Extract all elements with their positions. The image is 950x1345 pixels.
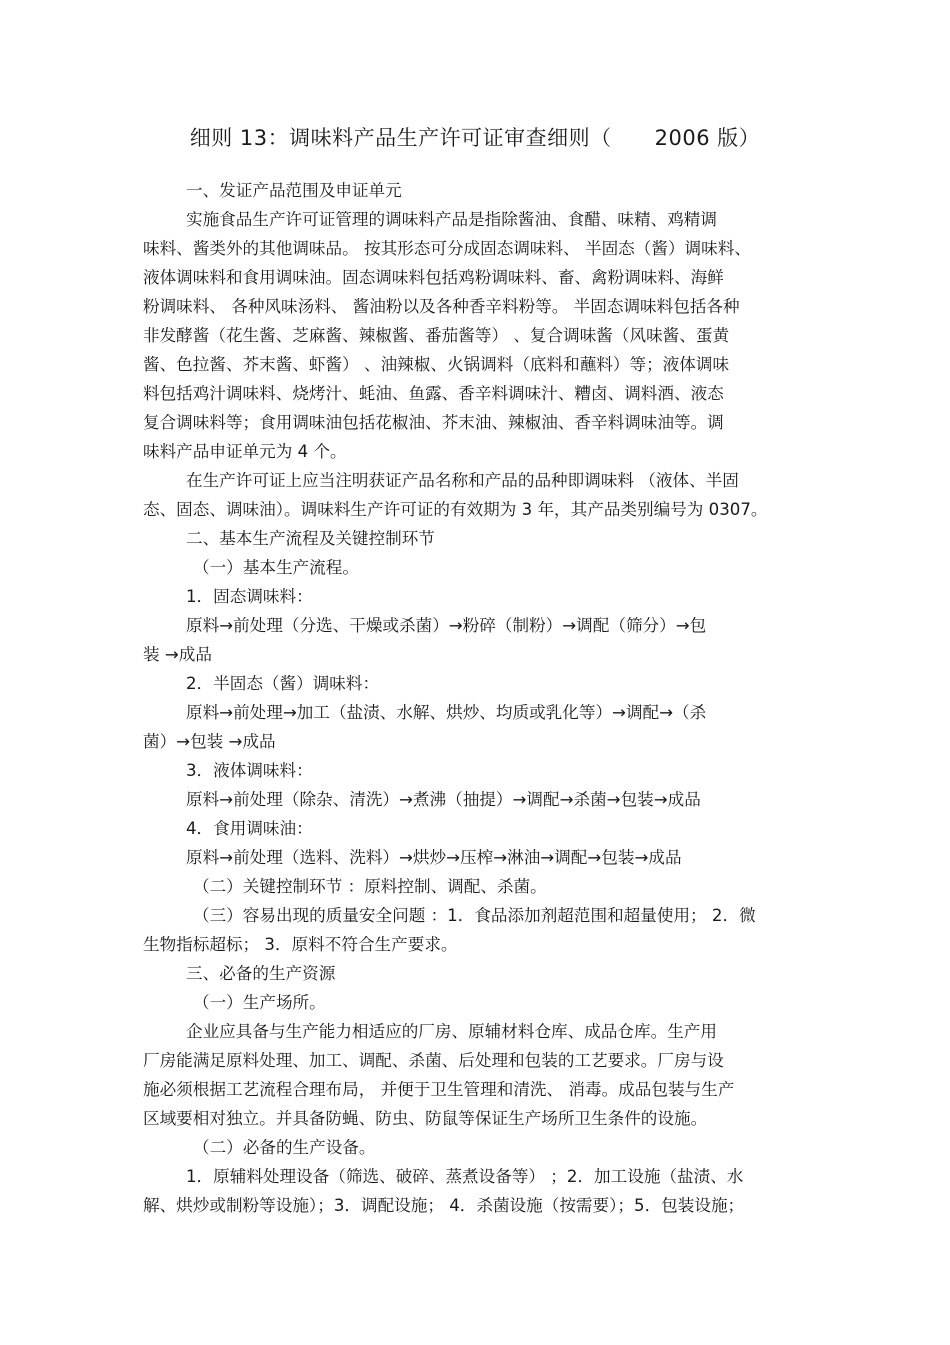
text-line: 企业应具备与生产能力相适应的厂房、原辅材料仓库、成品仓库。生产用 — [186, 1022, 717, 1041]
text-line: 施必须根据工艺流程合理布局， 并便于卫生管理和清洗、 消毒。成品包装与生产 — [143, 1080, 735, 1099]
text-line: 装 →成品 — [143, 645, 212, 664]
text-line: 料包括鸡汁调味料、烧烤汁、蚝油、鱼露、香辛料调味汁、糟卤、调料酒、液态 — [143, 384, 724, 403]
text-line: 味料产品申证单元为 4 个。 — [143, 442, 347, 461]
text-line: 实施食品生产许可证管理的调味料产品是指除酱油、食醋、味精、鸡精调 — [186, 210, 717, 229]
text-line: 酱、色拉酱、芥末酱、虾酱） 、油辣椒、火锅调料（底料和蘸料）等；液体调味 — [143, 355, 730, 374]
text-line: 一、发证产品范围及申证单元 — [186, 181, 402, 200]
text-line: 二、基本生产流程及关键控制环节 — [186, 529, 435, 548]
text-line: 原料→前处理（除杂、清洗）→煮沸（抽提）→调配→杀菌→包装→成品 — [186, 790, 701, 809]
text-line: （二）必备的生产设备。 — [193, 1138, 376, 1157]
text-line: 粉调味料、 各种风味汤料、 酱油粉以及各种香辛料粉等。 半固态调味料包括各种 — [143, 297, 740, 316]
text-line: 态、固态、调味油）。调味料生产许可证的有效期为 3 年，其产品类别编号为 0307。 — [143, 500, 768, 519]
text-line: 味料、酱类外的其他调味品。 按其形态可分成固态调味料、 半固态（酱）调味料、 — [143, 239, 751, 258]
text-line: 原料→前处理（分选、干燥或杀菌）→粉碎（制粉）→调配（筛分）→包 — [186, 616, 707, 635]
document-title: 细则 13：调味料产品生产许可证审查细则（ 2006 版） — [189, 126, 761, 150]
text-line: 3．液体调味料： — [186, 761, 313, 780]
text-line: 液体调味料和食用调味油。固态调味料包括鸡粉调味料、畜、禽粉调味料、海鲜 — [143, 268, 724, 287]
text-line: 原料→前处理→加工（盐渍、水解、烘炒、均质或乳化等）→调配→（杀 — [186, 703, 707, 722]
text-line: （一）基本生产流程。 — [193, 558, 359, 577]
text-line: 复合调味料等；食用调味油包括花椒油、芥末油、辣椒油、香辛料调味油等。调 — [143, 413, 724, 432]
text-line: （一）生产场所。 — [193, 993, 326, 1012]
text-line: 1．原辅料处理设备（筛选、破碎、蒸煮设备等） ；2．加工设施（盐渍、水 — [186, 1167, 744, 1186]
document-body — [143, 176, 808, 1220]
text-line: （二）关键控制环节 ：原料控制、调配、杀菌。 — [193, 877, 547, 896]
text-line: 厂房能满足原料处理、加工、调配、杀菌、后处理和包装的工艺要求。厂房与设 — [143, 1051, 724, 1070]
text-line: 原料→前处理（选料、洗料）→烘炒→压榨→淋油→调配→包装→成品 — [186, 848, 682, 867]
text-line: （三）容易出现的质量安全问题 ：1．食品添加剂超范围和超量使用； 2．微 — [193, 906, 756, 925]
text-line: 菌）→包装 →成品 — [143, 732, 276, 751]
text-line: 非发酵酱（花生酱、芝麻酱、辣椒酱、番茄酱等） 、复合调味酱（风味酱、蛋黄 — [143, 326, 730, 345]
text-line: 解、烘炒或制粉等设施）；3．调配设施； 4．杀菌设施（按需要）；5．包装设施； — [143, 1196, 745, 1215]
text-line: 1．固态调味料： — [186, 587, 313, 606]
text-line: 三、必备的生产资源 — [186, 964, 336, 983]
text-line: 区域要相对独立。并具备防蝇、防虫、防鼠等保证生产场所卫生条件的设施。 — [143, 1109, 708, 1128]
text-line: 4．食用调味油： — [186, 819, 313, 838]
text-line: 生物指标超标； 3．原料不符合生产要求。 — [143, 935, 458, 954]
text-line: 2．半固态（酱）调味料： — [186, 674, 380, 693]
text-line: 在生产许可证上应当注明获证产品名称和产品的品种即调味料 （液体、半固 — [186, 471, 739, 490]
